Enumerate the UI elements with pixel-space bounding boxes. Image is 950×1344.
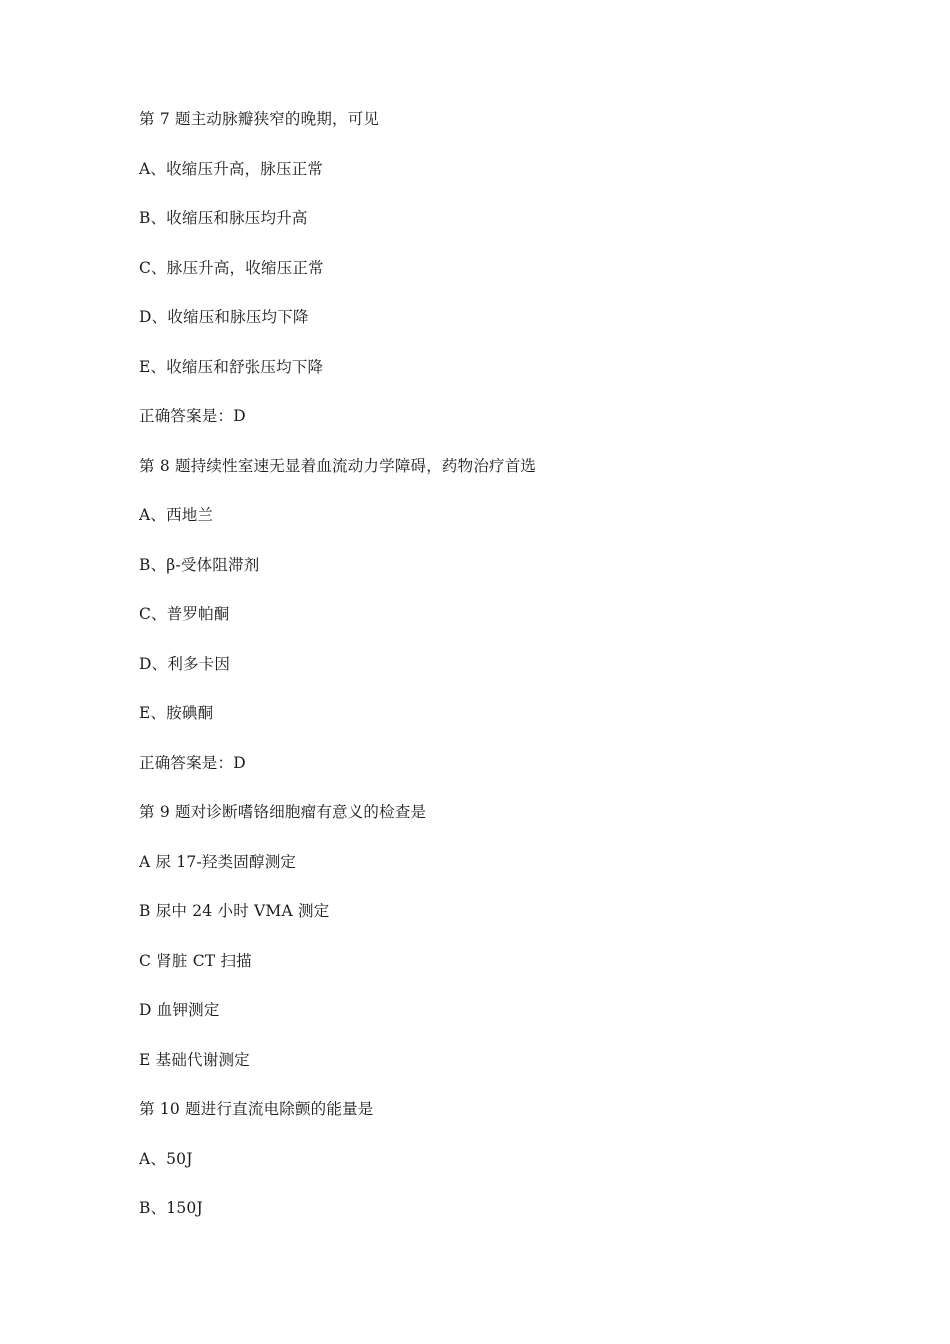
question-8-option-c: C、普罗帕酮 [139,605,230,623]
question-8-option-e: E、胺碘酮 [139,704,214,722]
question-9-option-a: A 尿 17-羟类固醇测定 [139,852,297,871]
question-10-option-a: A、50J [139,1149,193,1168]
question-9-title: 第 9 题对诊断嗜铬细胞瘤有意义的检查是 [139,803,427,821]
question-8-option-d: D、利多卡因 [139,654,231,673]
question-10-title: 第 10 题进行直流电除颤的能量是 [139,1100,374,1118]
question-7-option-d: D、收缩压和脉压均下降 [139,308,309,326]
question-8-option-a: A、西地兰 [139,506,214,524]
question-7-option-a: A、收缩压升高，脉压正常 [139,159,324,178]
question-9-option-b: B 尿中 24 小时 VMA 测定 [139,902,330,920]
question-9-option-e: E 基础代谢测定 [139,1050,250,1069]
question-9-option-c: C 肾脏 CT 扫描 [139,951,252,970]
question-8-answer: 正确答案是：D [139,753,246,772]
question-7-option-c: C、脉压升高，收缩压正常 [139,258,324,277]
question-8-option-b: B、β-受体阻滞剂 [139,555,260,574]
question-list [139,106,536,1245]
question-7-option-e: E、收缩压和舒张压均下降 [139,357,324,376]
question-7-answer: 正确答案是：D [139,407,246,425]
question-7-title: 第 7 题主动脉瓣狭窄的晚期，可见 [139,110,380,128]
question-10-option-b: B、150J [139,1199,203,1217]
question-7-option-b: B、收缩压和脉压均升高 [139,209,308,227]
question-9-option-d: D 血钾测定 [139,1001,220,1019]
question-8-title: 第 8 题持续性室速无显着血流动力学障碍，药物治疗首选 [139,456,537,475]
